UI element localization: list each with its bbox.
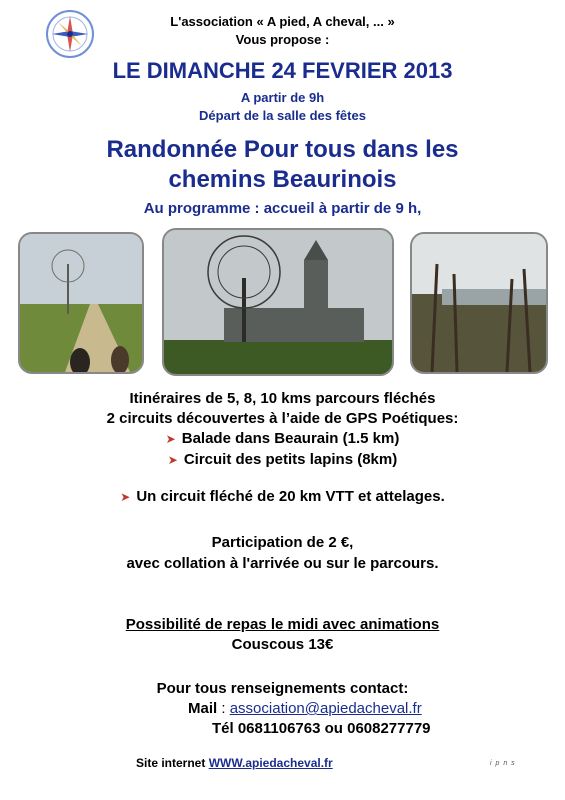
arrow-bullet-icon: ➤: [167, 453, 178, 467]
circuit-2-label: Circuit des petits lapins (8km): [183, 451, 398, 468]
circuit-1-label: Balade dans Beaurain (1.5 km): [181, 430, 400, 447]
title-line-2: chemins Beaurinois: [168, 166, 397, 193]
meal-title-text: Possibilité de repas le midi avec animations: [125, 616, 440, 633]
site-line: [136, 756, 333, 770]
path-photo: [18, 232, 144, 374]
church-icon: [164, 230, 392, 374]
email-link[interactable]: association@apiedacheval.fr: [229, 700, 422, 717]
mail-label: Mail: [188, 700, 218, 717]
vtt-item: [0, 488, 565, 505]
circuits-line: 2 circuits découvertes à l’aide de GPS Poétiques:: [106, 410, 459, 427]
mail-sep: :: [217, 700, 230, 717]
title-line-1: Randonnée Pour tous dans les: [106, 136, 459, 163]
willows-photo: [410, 232, 548, 374]
site-label: Site internet: [136, 756, 209, 770]
church-photo: [162, 228, 394, 376]
participation-collation: avec collation à l'arrivée ou sur le parcours.: [126, 555, 439, 572]
event-start: A partir de 9h: [240, 90, 325, 105]
association-line: L'association « A pied, A cheval, ... »: [170, 14, 395, 29]
mail-line: [188, 700, 422, 717]
arrow-bullet-icon: ➤: [165, 432, 176, 446]
meal-title: [0, 616, 565, 633]
propose-line: Vous propose :: [235, 32, 330, 47]
programme-line: Au programme : accueil à partir de 9 h,: [143, 200, 422, 217]
contact-heading: Pour tous renseignements contact:: [156, 680, 409, 697]
participation-price: Participation de 2 €,: [211, 534, 354, 551]
event-date: LE DIMANCHE 24 FEVRIER 2013: [112, 58, 453, 83]
circuit-item-2: [0, 451, 565, 468]
arrow-bullet-icon: ➤: [120, 490, 131, 504]
printer-mark: i p n s: [490, 760, 516, 767]
phone-line: Tél 0681106763 ou 0608277779: [212, 720, 431, 737]
willows-icon: [412, 234, 546, 372]
vtt-label: Un circuit fléché de 20 km VTT et attelages.: [136, 488, 445, 505]
site-link[interactable]: WWW.apiedacheval.fr: [208, 756, 333, 770]
circuit-item-1: [0, 430, 565, 447]
rural-path-icon: [20, 234, 142, 372]
event-departure: Départ de la salle des fêtes: [199, 108, 366, 123]
meal-menu: Couscous 13€: [231, 636, 334, 653]
itineraries-line: Itinéraires de 5, 8, 10 kms parcours fléchés: [129, 390, 436, 407]
